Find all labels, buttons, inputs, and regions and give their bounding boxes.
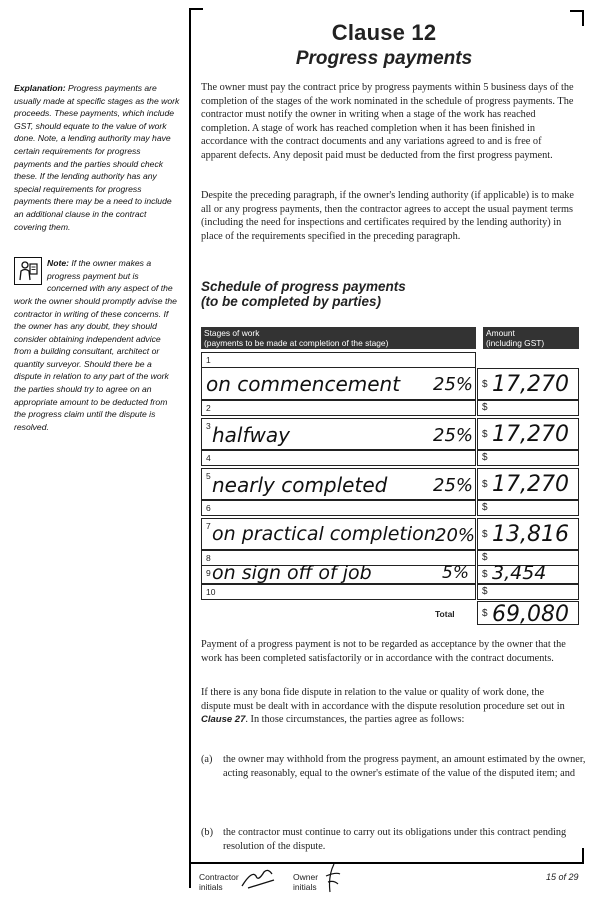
contractor-label-line2: initials <box>199 882 223 892</box>
row-number-9: 9 <box>206 568 211 578</box>
stage-cell-9 <box>201 562 476 584</box>
stage-cell-4 <box>201 450 476 466</box>
amount-cell-1 <box>477 368 579 400</box>
dollar-sign-8: $ <box>482 552 488 563</box>
row-number-1: 1 <box>206 355 211 365</box>
header-amount <box>483 327 579 349</box>
sidebar <box>14 82 180 433</box>
row-number-10: 10 <box>206 587 216 597</box>
amount-cell-5 <box>477 468 579 500</box>
row-number-8: 8 <box>206 553 211 563</box>
stage-handwritten-3: halfway <box>212 423 290 447</box>
stage-handwritten-5: nearly completed <box>212 473 388 497</box>
stage-handwritten-9: on sign off of job <box>212 562 372 584</box>
amount-cell-3 <box>477 418 579 450</box>
owner-initials-label <box>293 872 318 892</box>
amount-handwritten-1: 17,270 <box>492 372 569 397</box>
list-text-a: the owner may withhold from the progress payment, an amount estimated by the owner, acting reasonably, equal to the owner's estimate of the value of the disputed item; and <box>223 754 586 779</box>
owner-label-line2: initials <box>293 882 317 892</box>
schedule-row-3 <box>201 418 579 450</box>
schedule-row-1 <box>201 352 579 368</box>
percent-handwritten-1: 25% <box>433 374 474 395</box>
total-row <box>201 601 579 625</box>
person-with-document-icon <box>14 257 42 285</box>
header-amount-line1: Amount <box>486 328 515 338</box>
note-block <box>14 257 180 433</box>
list-mark-a: (a) <box>201 754 213 765</box>
header-stages-line1: Stages of work <box>204 328 260 338</box>
header-stages-line2: (payments to be made at completion of the stage) <box>204 338 389 348</box>
amount-cell-2 <box>477 400 579 416</box>
percent-handwritten-3: 25% <box>433 425 474 446</box>
frame-top-tick-right-v <box>582 10 584 26</box>
explanation-label: Explanation: <box>14 83 66 93</box>
percent-handwritten-7: 20% <box>435 525 476 546</box>
schedule-row-6 <box>201 500 579 516</box>
paragraph-4-before: If there is any bona fide dispute in relation to the value or quality of work done, the dispute must be dealt with in accordance with the dispute resolution procedure set out in <box>201 687 565 712</box>
clause-27-reference: Clause 27 <box>201 714 246 726</box>
row-number-3: 3 <box>206 421 211 431</box>
note-label: Note: <box>47 258 69 269</box>
percent-handwritten-5: 25% <box>433 475 474 496</box>
dollar-sign-3: $ <box>482 429 488 440</box>
header-stages <box>201 327 476 349</box>
paragraph-1: The owner must pay the contract price by progress payments within 5 business days of the completion of the stages of the work nominated in the schedule of progress payments. The contractor must notify the owner in writing when a stage of the work has reached completion. A stage of work has reached completion when it has been finished in accordance with the contract documents and any variations agreed to and is free of apparent defects. Any deposit paid must be deducted from the first progress payment. <box>201 82 574 161</box>
amount-cell-10 <box>477 584 579 600</box>
note-text: If the owner makes a progress payment but is concerned with any aspect of the work the owner should promptly advise the contractor in writing of these concerns. If the owner has any doubt, they should consider obtaining independent advice from a building consultant, architect or quantity surveyor. Should there be a dispute in relation to any part of the work the parties should try to agree on an appropriate amount to be deducted from the progress claim until the dispute is resolved. <box>14 258 177 432</box>
schedule-row-4 <box>201 450 579 466</box>
frame-top-tick-left <box>189 8 203 10</box>
dollar-sign-1: $ <box>482 379 488 390</box>
schedule-title-line2: (to be completed by parties) <box>201 294 382 309</box>
percent-handwritten-9: 5% <box>442 563 469 583</box>
amount-cell-6 <box>477 500 579 516</box>
frame-left-line <box>189 8 191 888</box>
schedule-row-9 <box>201 562 579 584</box>
stage-cell-3 <box>201 418 476 450</box>
dollar-sign-4: $ <box>482 452 488 463</box>
schedule-title-line1: Schedule of progress payments <box>201 279 406 294</box>
owner-initials-signature <box>322 862 344 899</box>
dollar-sign-9: $ <box>482 569 488 580</box>
schedule-row-10 <box>201 584 579 600</box>
amount-cell-7 <box>477 518 579 550</box>
row-number-4: 4 <box>206 453 211 463</box>
paragraph-2: Despite the preceding paragraph, if the owner's lending authority (if applicable) is to make all or any progress payments, then the contractor agrees to accept the usual payment terms (including the need for inspections and certificates required by the lending authority) in place of the requirements specified in the preceding paragraph. <box>201 190 574 242</box>
amount-handwritten-9: 3,454 <box>492 562 547 584</box>
stage-cell-5 <box>201 468 476 500</box>
amount-handwritten-5: 17,270 <box>492 472 569 497</box>
dollar-sign-2: $ <box>482 402 488 413</box>
schedule-header <box>201 327 579 351</box>
stage-handwritten-1: on commencement <box>206 372 401 396</box>
stage-cell-10 <box>201 584 476 600</box>
frame-bottom-line <box>189 862 584 864</box>
amount-cell-9 <box>477 562 579 584</box>
schedule-row-2 <box>201 400 579 416</box>
schedule-row-5 <box>201 468 579 500</box>
dollar-sign-7: $ <box>482 529 488 540</box>
dollar-sign-5: $ <box>482 479 488 490</box>
list-text-b: the contractor must continue to carry out its obligations under this contract pending resolution of the dispute. <box>223 827 567 852</box>
paragraph-3: Payment of a progress payment is not to be regarded as acceptance by the owner that the work has been completed satisfactorily or in accordance with the contract documents. <box>201 639 566 664</box>
clause-title: Progress payments <box>295 48 473 69</box>
amount-handwritten-7: 13,816 <box>492 522 569 547</box>
stage-cell-1 <box>201 352 476 368</box>
header-amount-line2: (including GST) <box>486 338 545 348</box>
list-item-a <box>201 753 594 780</box>
amount-cell-4 <box>477 450 579 466</box>
stage-entry-1 <box>201 368 476 400</box>
contractor-initials-label <box>199 872 239 892</box>
row-number-7: 7 <box>206 521 211 531</box>
amount-handwritten-3: 17,270 <box>492 422 569 447</box>
dollar-sign-10: $ <box>482 586 488 597</box>
stage-cell-2 <box>201 400 476 416</box>
schedule-row-1-entry <box>201 368 579 400</box>
row-number-5: 5 <box>206 471 211 481</box>
owner-label-line1: Owner <box>293 872 319 882</box>
total-amount-handwritten: 69,080 <box>492 602 569 627</box>
stage-cell-7 <box>201 518 476 550</box>
total-amount-cell <box>477 601 579 625</box>
schedule-row-7 <box>201 518 579 550</box>
paragraph-4-after: . In those circumstances, the parties agree as follows: <box>245 714 465 726</box>
contractor-label-line1: Contractor <box>199 872 239 882</box>
explanation-text: Progress payments are usually made at specific stages as the work proceeds. These payments, which include GST, should equate to the value of work done. Note, a lending authority may have certain requirements for progress payments and the parties should check these. If the lending authority has any special requirements for progress payments there may be a need to include an additional clause in the contract covering them. <box>14 83 180 232</box>
row-number-2: 2 <box>206 403 211 413</box>
total-dollar-sign: $ <box>482 608 488 619</box>
row-number-6: 6 <box>206 503 211 513</box>
contractor-initials-signature <box>238 866 280 895</box>
total-label: Total <box>435 609 455 619</box>
paragraph-4 <box>201 686 576 727</box>
stage-cell-6 <box>201 500 476 516</box>
schedule-title <box>201 279 406 309</box>
clause-number: Clause 12 <box>331 20 437 45</box>
dollar-sign-6: $ <box>482 502 488 513</box>
list-item-b <box>201 826 594 853</box>
page-number: 15 of 29 <box>546 872 579 882</box>
stage-handwritten-7: on practical completion <box>212 523 436 545</box>
list-mark-b: (b) <box>201 827 214 839</box>
explanation-block <box>14 82 180 233</box>
